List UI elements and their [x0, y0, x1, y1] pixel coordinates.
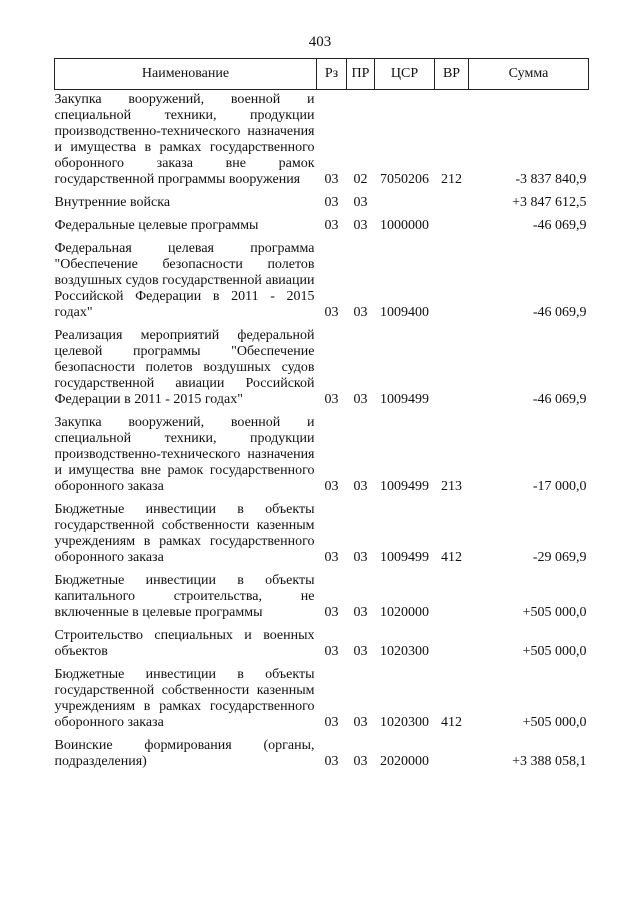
row-name: Федеральные целевые программы: [54, 218, 259, 233]
row-name: Федеральная целевая программа "Обеспечение безопасности полетов воздушных судов государственной авиации Российской Федерации в 2011 - 2015 годах": [54, 241, 315, 320]
row-pr: 03: [353, 479, 368, 494]
row-name: Закупка вооружений, военной и специальной техники, продукции производственно-технического назначения и имущества в рамках государственного оборонного заказа вне рамок государственной программы вооружения: [54, 92, 315, 187]
row-sum: -17 000,0: [532, 479, 587, 494]
row-sum: -46 069,9: [532, 305, 587, 320]
table-row: [55, 234, 589, 321]
col-header-rz: Рз: [317, 59, 347, 90]
row-pr: 03: [353, 754, 368, 769]
row-vr: [435, 566, 469, 621]
row-csr: 1009499: [380, 392, 429, 407]
row-rz: 03: [324, 195, 339, 210]
row-pr: 03: [353, 605, 368, 620]
table-row: [55, 188, 589, 211]
row-sum: -3 837 840,9: [515, 172, 587, 187]
row-vr: [435, 731, 469, 770]
row-csr: 1009400: [380, 305, 429, 320]
col-header-csr: ЦСР: [375, 59, 435, 90]
row-vr: [435, 234, 469, 321]
row-rz: 03: [324, 644, 339, 659]
table-row: [55, 321, 589, 408]
row-sum: +505 000,0: [522, 715, 587, 730]
col-header-name: Наименование: [55, 59, 317, 90]
row-pr: 02: [353, 172, 368, 187]
row-csr: 1009499: [380, 479, 429, 494]
row-pr: 03: [353, 550, 368, 565]
row-vr: [435, 321, 469, 408]
row-name: Бюджетные инвестиции в объекты государственной собственности казенным учреждениям в рамках государственного оборонного заказа: [54, 667, 315, 730]
row-csr: 1000000: [380, 218, 429, 233]
table-row: [55, 660, 589, 731]
row-csr: 1020300: [380, 644, 429, 659]
row-rz: 03: [324, 479, 339, 494]
row-rz: 03: [324, 172, 339, 187]
table-row: [55, 621, 589, 660]
row-sum: +3 847 612,5: [512, 195, 587, 210]
row-vr: 412: [441, 715, 462, 730]
table-header-row: [55, 59, 589, 90]
table-row: [55, 495, 589, 566]
table-row: [55, 211, 589, 234]
row-name: Реализация мероприятий федеральной целевой программы "Обеспечение безопасности полетов воздушных судов государственной авиации Российской Федерации в 2011 - 2015 годах": [54, 328, 315, 407]
row-csr: 2020000: [380, 754, 429, 769]
row-sum: +3 388 058,1: [512, 754, 587, 769]
budget-table: [54, 58, 589, 770]
row-name: Воинские формирования (органы, подразделения): [54, 738, 315, 769]
col-header-pr: ПР: [347, 59, 375, 90]
row-pr: 03: [353, 644, 368, 659]
row-rz: 03: [324, 715, 339, 730]
row-rz: 03: [324, 605, 339, 620]
row-pr: 03: [353, 195, 368, 210]
col-header-sum: Сумма: [469, 59, 589, 90]
row-vr: [435, 211, 469, 234]
row-name: Внутренние войска: [54, 195, 171, 210]
page-number: 403: [308, 34, 332, 50]
row-sum: -29 069,9: [532, 550, 587, 565]
row-name: Бюджетные инвестиции в объекты капитального строительства, не включенные в целевые программы: [54, 573, 315, 620]
row-sum: -46 069,9: [532, 218, 587, 233]
row-pr: 03: [353, 392, 368, 407]
row-name: Бюджетные инвестиции в объекты государственной собственности казенным учреждениям в рамках государственного оборонного заказа: [54, 502, 315, 565]
table-row: [55, 731, 589, 770]
row-rz: 03: [324, 305, 339, 320]
row-csr: 1009499: [380, 550, 429, 565]
row-pr: 03: [353, 715, 368, 730]
row-name: Строительство специальных и военных объектов: [54, 628, 315, 659]
row-vr: [435, 621, 469, 660]
row-vr: 212: [441, 172, 462, 187]
row-rz: 03: [324, 754, 339, 769]
row-csr: [375, 188, 435, 211]
row-sum: +505 000,0: [522, 644, 587, 659]
row-pr: 03: [353, 218, 368, 233]
row-csr: 1020000: [380, 605, 429, 620]
row-rz: 03: [324, 550, 339, 565]
row-vr: 213: [441, 479, 462, 494]
row-pr: 03: [353, 305, 368, 320]
row-csr: 1020300: [380, 715, 429, 730]
table-row: [55, 90, 589, 189]
row-sum: -46 069,9: [532, 392, 587, 407]
col-header-vr: ВР: [435, 59, 469, 90]
row-vr: [435, 188, 469, 211]
row-csr: 7050206: [380, 172, 429, 187]
row-sum: +505 000,0: [522, 605, 587, 620]
table-row: [55, 566, 589, 621]
row-name: Закупка вооружений, военной и специальной техники, продукции производственно-технического назначения и имущества вне рамок государственного оборонного заказа: [54, 415, 315, 494]
row-rz: 03: [324, 392, 339, 407]
row-rz: 03: [324, 218, 339, 233]
row-vr: 412: [441, 550, 462, 565]
table-row: [55, 408, 589, 495]
